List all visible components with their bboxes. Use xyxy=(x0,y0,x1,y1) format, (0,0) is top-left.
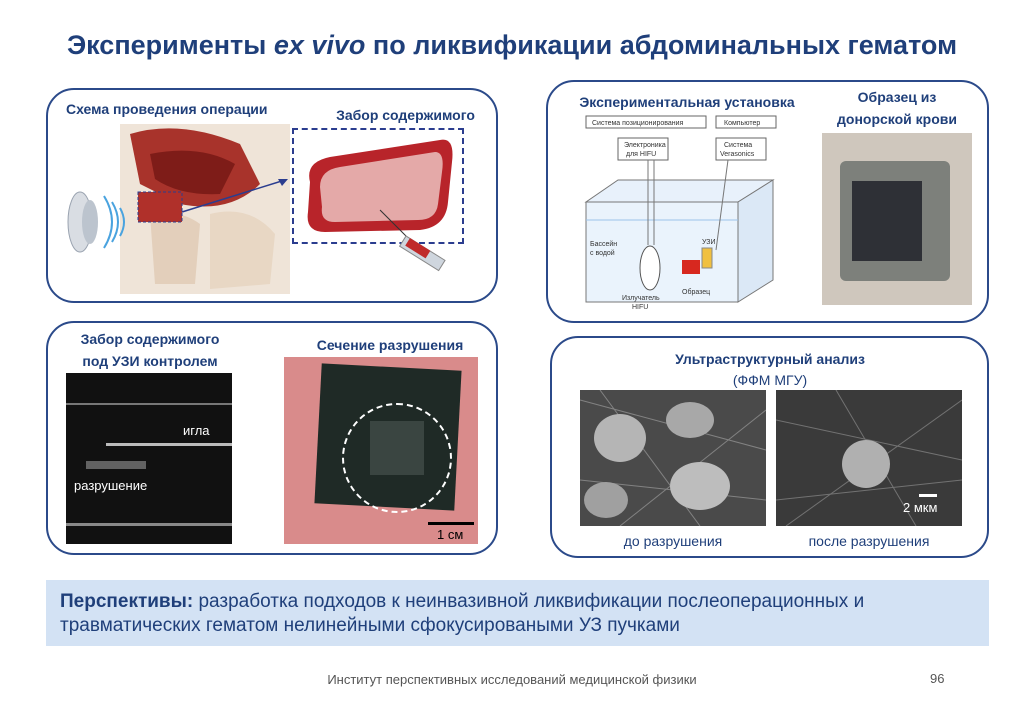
setup-label-hifu-1: Электроника xyxy=(624,142,666,149)
section-title: Сечение разрушения xyxy=(316,337,464,353)
setup-title: Экспериментальная установка xyxy=(579,94,795,110)
section-photo xyxy=(284,357,478,544)
connector-arrow xyxy=(180,176,290,216)
us-title-2: под УЗИ контролем xyxy=(82,353,218,369)
scheme-sampling-title: Забор содержимого xyxy=(336,107,475,123)
sample-title-1: Образец из xyxy=(857,89,937,105)
page-number: 96 xyxy=(930,671,945,686)
sample-title-2: донорской крови xyxy=(837,111,957,127)
setup-label-verasonics-2: Verasonics xyxy=(720,151,755,158)
perspectives-box xyxy=(46,580,989,646)
scale-2um: 2 мкм xyxy=(903,500,938,515)
ultra-subtitle: (ФФМ МГУ) xyxy=(732,372,808,388)
setup-label-positioning: Система позиционирования xyxy=(592,120,684,127)
setup-label-sample: Образец xyxy=(682,289,711,296)
hematoma-sample-illustration xyxy=(300,132,465,282)
label-needle: игла xyxy=(183,423,210,438)
ultrasound-image xyxy=(66,373,232,544)
caption-after: после разрушения xyxy=(808,533,930,549)
footer-institute: Институт перспективных исследований медицинской физики xyxy=(327,672,697,687)
ultra-title: Ультраструктурный анализ xyxy=(675,351,865,367)
us-title-1: Забор содержимого xyxy=(80,331,220,347)
setup-label-bath-1: Бассейн xyxy=(590,241,618,248)
setup-label-bath-2: с водой xyxy=(590,250,615,257)
setup-label-emitter-2: HIFU xyxy=(632,304,649,311)
sem-before-image xyxy=(580,390,766,526)
setup-label-emitter-1: Излучатель xyxy=(622,295,660,302)
label-destruction: разрушение xyxy=(74,478,148,493)
scheme-operation-title: Схема проведения операции xyxy=(66,101,268,117)
page-title: Эксперименты ex vivo по ликвификации абдоминальных гематом xyxy=(66,30,958,60)
perspectives-text: разработка подходов к неинвазивной ликвификации послеоперационных и травматических гематом нелинейными сфокусироваными УЗ пучками xyxy=(60,591,865,636)
setup-label-verasonics-1: Система xyxy=(724,142,753,149)
setup-label-uzi: УЗИ xyxy=(702,239,716,246)
setup-label-computer: Компьютер xyxy=(724,120,761,127)
scale-1cm: 1 см xyxy=(437,527,464,542)
setup-label-hifu-2: для HIFU xyxy=(626,151,657,158)
setup-diagram xyxy=(578,110,818,320)
caption-before: до разрушения xyxy=(623,533,723,549)
perspectives-label: Перспективы: xyxy=(60,591,194,612)
blood-sample-photo xyxy=(822,133,972,305)
